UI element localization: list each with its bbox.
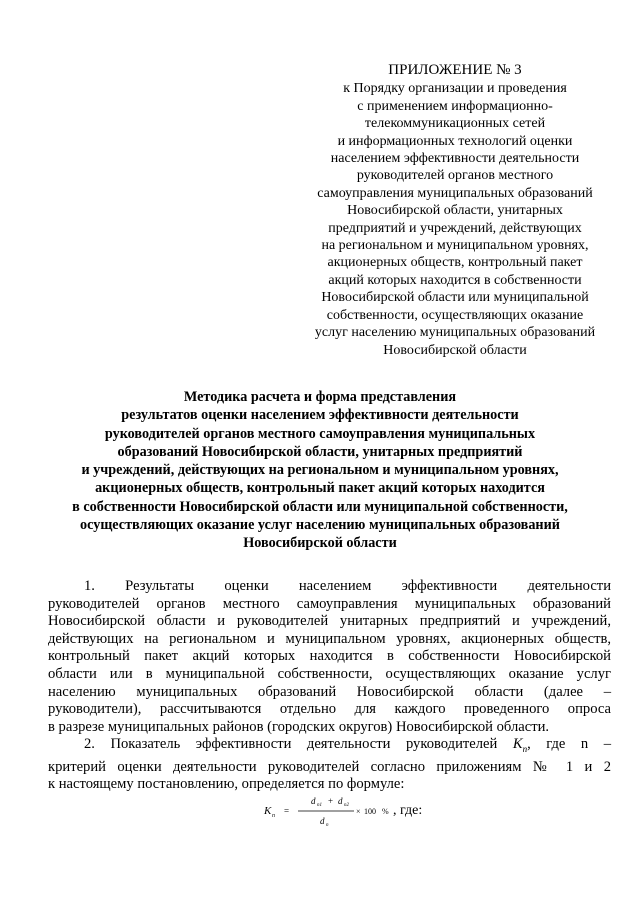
- appendix-line: собственности, осуществляющих оказание: [326, 307, 584, 323]
- formula-lhs: K: [264, 805, 272, 817]
- paragraph-line: действующих на региональном и муниципальном уровнях, акционерных обществ,: [48, 630, 611, 647]
- appendix-line: руководителей органов местного: [356, 168, 554, 184]
- paragraph-2-lead: 2. Показатель эффективности деятельности руководителей: [84, 736, 498, 753]
- document-heading: [40, 388, 600, 553]
- appendix-line: самоуправления муниципальных образований: [317, 185, 593, 201]
- paragraph-line: руководители), рассчитываются отдельно для каждого проведенного опроса: [48, 701, 611, 718]
- formula-times: ×: [356, 807, 361, 816]
- formula-num-b: d: [338, 796, 343, 806]
- paragraph-line: 1. Результаты оценки населением эффективности деятельности: [84, 578, 611, 594]
- heading-line: и учреждений, действующих на региональном и муниципальном уровнях,: [81, 462, 559, 479]
- formula-suffix: , где:: [393, 803, 423, 818]
- appendix-line: Новосибирской области, унитарных: [347, 203, 563, 219]
- paragraph-line: руководителей органов местного самоуправления муниципальных образований: [48, 595, 611, 612]
- appendix-line: к Порядку организации и проведения: [343, 81, 567, 97]
- appendix-line: Новосибирской области: [383, 342, 527, 358]
- appendix-line: на региональном и муниципальном уровнях,: [321, 238, 589, 254]
- paragraph-2-variable: K: [512, 736, 523, 753]
- formula-plus: +: [328, 796, 334, 806]
- heading-line: в собственности Новосибирской области или муниципальной собственности,: [72, 498, 568, 515]
- paragraph-line: к настоящему постановлению, определяется по формуле:: [48, 776, 405, 793]
- paragraph-2: [48, 736, 611, 794]
- paragraph-2-variable-sub: n: [522, 744, 528, 755]
- formula-den-sub: n: [326, 823, 329, 828]
- paragraph-line: области или в муниципальной собственности, осуществляющих оказание услуг: [48, 665, 611, 682]
- formula-percent: %: [382, 807, 389, 816]
- appendix-line: Новосибирской области или муниципальной: [321, 290, 589, 306]
- paragraph-line: в разрезе муниципальных районов (городских округов) Новосибирской области.: [48, 718, 550, 735]
- heading-line: Методика расчета и форма представления: [183, 389, 457, 405]
- appendix-line: и информационных технологий оценки: [337, 133, 573, 149]
- appendix-line: населением эффективности деятельности: [330, 151, 580, 167]
- appendix-line: акций которых находится в собственности: [328, 272, 582, 288]
- formula-hundred: 100: [364, 807, 376, 816]
- heading-line: результатов оценки населением эффективности деятельности: [121, 407, 519, 424]
- heading-line: осуществляющих оказание услуг населению муниципальных образований: [80, 517, 560, 534]
- appendix-block: [300, 62, 610, 359]
- appendix-line: предприятий и учреждений, действующих: [328, 220, 582, 236]
- paragraph-line: населению муниципальных образований Новосибирской области (далее –: [48, 683, 611, 700]
- paragraph-line: [48, 736, 611, 759]
- paragraph-line: критерий оценки деятельности руководителей согласно приложениям № 1 и 2: [48, 758, 611, 775]
- paragraph-line: Новосибирской области и руководителей унитарных предприятий и учреждений,: [48, 613, 611, 630]
- appendix-line: услуг населению муниципальных образований: [314, 325, 596, 341]
- heading-line: Новосибирской области: [243, 535, 397, 552]
- paragraph-line: контрольный пакет акций которых находится в собственности Новосибирской: [48, 648, 611, 665]
- formula: [256, 790, 456, 830]
- formula-den: d: [320, 816, 325, 826]
- formula-num-a-sub: n1: [317, 803, 322, 808]
- formula-svg: [256, 790, 456, 830]
- formula-equals: =: [284, 806, 290, 816]
- heading-line: образований Новосибирской области, унитарных предприятий: [117, 443, 523, 460]
- appendix-line: телекоммуникационных сетей: [364, 116, 546, 132]
- formula-num-a: d: [311, 796, 316, 806]
- appendix-line: акционерных обществ, контрольный пакет: [327, 255, 583, 271]
- formula-lhs-sub: n: [272, 813, 275, 819]
- formula-num-b-sub: n2: [344, 803, 349, 808]
- paragraph-1: [48, 578, 611, 736]
- heading-line: акционерных обществ, контрольный пакет акций которых находится: [95, 480, 545, 497]
- appendix-title: ПРИЛОЖЕНИЕ № 3: [388, 62, 522, 78]
- paragraph-2-lead-tail: , где n –: [527, 736, 611, 753]
- body-text: [48, 578, 611, 794]
- appendix-line: с применением информационно-: [357, 98, 553, 114]
- heading-line: руководителей органов местного самоуправления муниципальных: [104, 425, 536, 442]
